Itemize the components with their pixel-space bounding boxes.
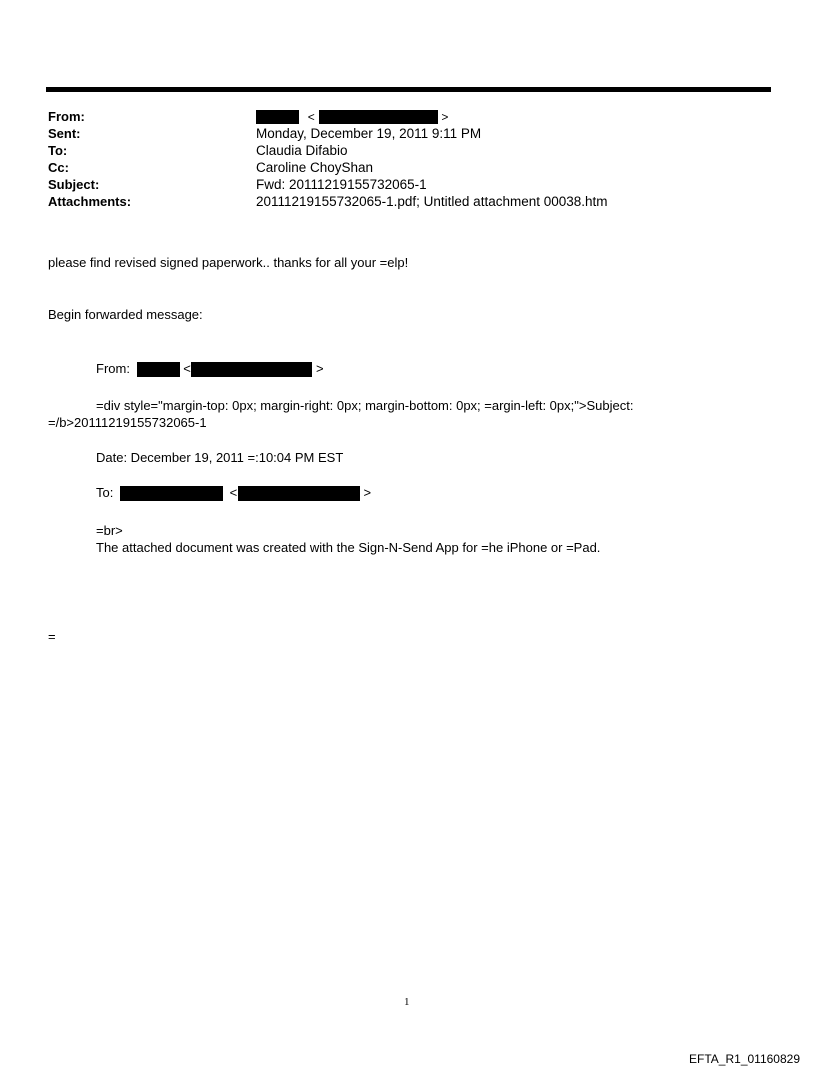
forwarded-date-line: Date: December 19, 2011 =:10:04 PM EST (96, 450, 344, 465)
message-line-1: please find revised signed paperwork.. thanks for all your =elp! (48, 255, 409, 270)
from-open-bracket: < (307, 110, 315, 125)
forwarded-to-label: To: (96, 485, 114, 500)
redacted-forwarded-recipient-name (120, 486, 223, 501)
attachments-label: Attachments: (48, 194, 132, 209)
to-value: Claudia Difabio (256, 143, 348, 158)
cc-value: Caroline ChoyShan (256, 160, 374, 175)
attached-document-line: The attached document was created with the Sign-N-Send App for =he iPhone or =Pad. (96, 540, 601, 555)
from-value (256, 109, 448, 125)
sent-value: Monday, December 19, 2011 9:11 PM (256, 126, 482, 141)
forwarded-to-close-bracket: > (363, 485, 372, 500)
header-divider (46, 87, 771, 92)
page-number: 1 (404, 996, 410, 1008)
subject-value: Fwd: 20111219155732065-1 (256, 177, 427, 192)
document-id-footer: EFTA_R1_01160829 (689, 1052, 800, 1066)
trailing-equals-line: = (48, 629, 56, 644)
forwarded-from-label: From: (96, 361, 130, 376)
redacted-forwarded-sender-name (137, 362, 180, 377)
sent-label: Sent: (48, 126, 81, 141)
attachments-value: 20111219155732065-1.pdf; Untitled attachment 00038.htm (256, 194, 608, 209)
redacted-sender-email (319, 110, 438, 124)
from-label: From: (48, 109, 85, 124)
forwarded-from-close-bracket: > (316, 361, 324, 376)
br-tag-line: =br> (96, 523, 123, 538)
from-close-bracket: > (441, 110, 449, 125)
redacted-forwarded-sender-email (191, 362, 312, 377)
div-style-line: =div style="margin-top: 0px; margin-right: 0px; margin-bottom: 0px; =argin-left: 0px;">Subject: (96, 398, 634, 413)
begin-forwarded-line: Begin forwarded message: (48, 307, 203, 322)
forwarded-from-open-bracket: < (183, 361, 191, 376)
forwarded-from-line (96, 360, 324, 377)
forwarded-to-line (96, 484, 371, 501)
redacted-forwarded-recipient-email (238, 486, 360, 501)
forwarded-subject-line: =/b>20111219155732065-1 (48, 415, 207, 430)
to-label: To: (48, 143, 68, 158)
cc-label: Cc: (48, 160, 69, 175)
redacted-sender-name (256, 110, 299, 124)
subject-label: Subject: (48, 177, 100, 192)
forwarded-to-open-bracket: < (229, 485, 238, 500)
